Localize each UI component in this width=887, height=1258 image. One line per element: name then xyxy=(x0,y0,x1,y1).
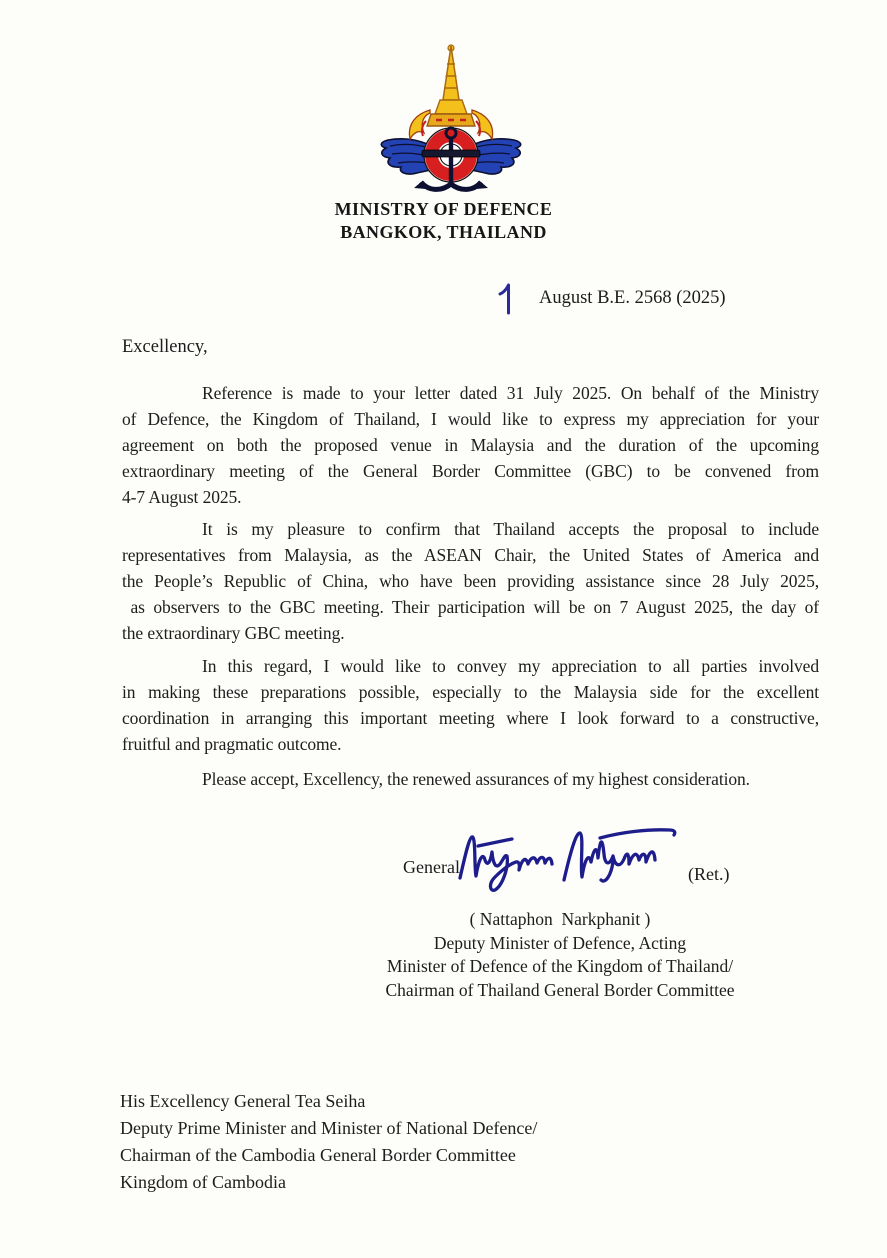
text-line: of Defence, the Kingdom of Thailand, I would like to express my appreciation for your xyxy=(122,409,819,429)
text-line: the People’s Republic of China, who have been providing assistance since 28 July 2025, xyxy=(122,571,819,591)
crown-spire-icon xyxy=(409,45,492,139)
text-line: 4-7 August 2025. xyxy=(122,487,242,507)
text-line: as observers to the GBC meeting. Their participation will be on 7 August 2025, the day of xyxy=(122,597,819,617)
ministry-of-defence-emblem xyxy=(376,42,526,192)
handwritten-signature xyxy=(452,822,692,900)
text-line: His Excellency General Tea Seiha xyxy=(120,1091,366,1111)
text-line: Deputy Prime Minister and Minister of National Defence/ xyxy=(120,1118,538,1138)
date-text: August B.E. 2568 (2025) xyxy=(539,288,726,308)
text-line: in making these preparations possible, especially to the Malaysia side for the excellent xyxy=(122,682,819,702)
text-line: In this regard, I would like to convey my appreciation to all parties involved xyxy=(202,656,819,676)
text-line: Minister of Defence of the Kingdom of Thailand/ xyxy=(386,956,734,976)
signature-ret-suffix: (Ret.) xyxy=(688,864,730,884)
text-line: coordination in arranging this important meeting where I look forward to a constructive, xyxy=(122,708,819,728)
closing-courtesy-line xyxy=(122,766,819,792)
salutation: Excellency, xyxy=(122,337,208,357)
addressee-block xyxy=(120,1088,680,1196)
text-line: Chairman of Thailand General Border Committee xyxy=(385,979,735,1000)
text-line: Kingdom of Cambodia xyxy=(120,1172,286,1192)
text-line: Deputy Minister of Defence, Acting xyxy=(433,932,687,953)
text-line: Reference is made to your letter dated 31 July 2025. On behalf of the Ministry xyxy=(202,383,819,403)
text-line: Chairman of the Cambodia General Border Committee xyxy=(120,1145,516,1165)
org-location: BANGKOK, THAILAND xyxy=(340,222,547,242)
paragraph-3 xyxy=(122,653,819,757)
signature-rank: General xyxy=(403,857,460,877)
org-name: MINISTRY OF DEFENCE xyxy=(334,199,553,219)
text-line: agreement on both the proposed venue in Malaysia and the duration of the upcoming xyxy=(122,435,819,455)
signature-block xyxy=(300,908,820,1002)
text-line: representatives from Malaysia, as the ASEAN Chair, the United States of America and xyxy=(122,545,819,565)
handwritten-day-numeral xyxy=(496,281,516,317)
paragraph-1 xyxy=(122,380,819,510)
text-line: ( Nattaphon Narkphanit ) xyxy=(469,909,651,929)
text-line: extraordinary meeting of the General Border Committee (GBC) to be convened from xyxy=(122,461,819,481)
paragraph-2 xyxy=(122,516,819,646)
text-line: Please accept, Excellency, the renewed assurances of my highest consideration. xyxy=(202,769,750,789)
text-line: fruitful and pragmatic outcome. xyxy=(122,734,342,754)
text-line: the extraordinary GBC meeting. xyxy=(122,623,345,643)
text-line: It is my pleasure to confirm that Thailand accepts the proposal to include xyxy=(202,519,819,539)
